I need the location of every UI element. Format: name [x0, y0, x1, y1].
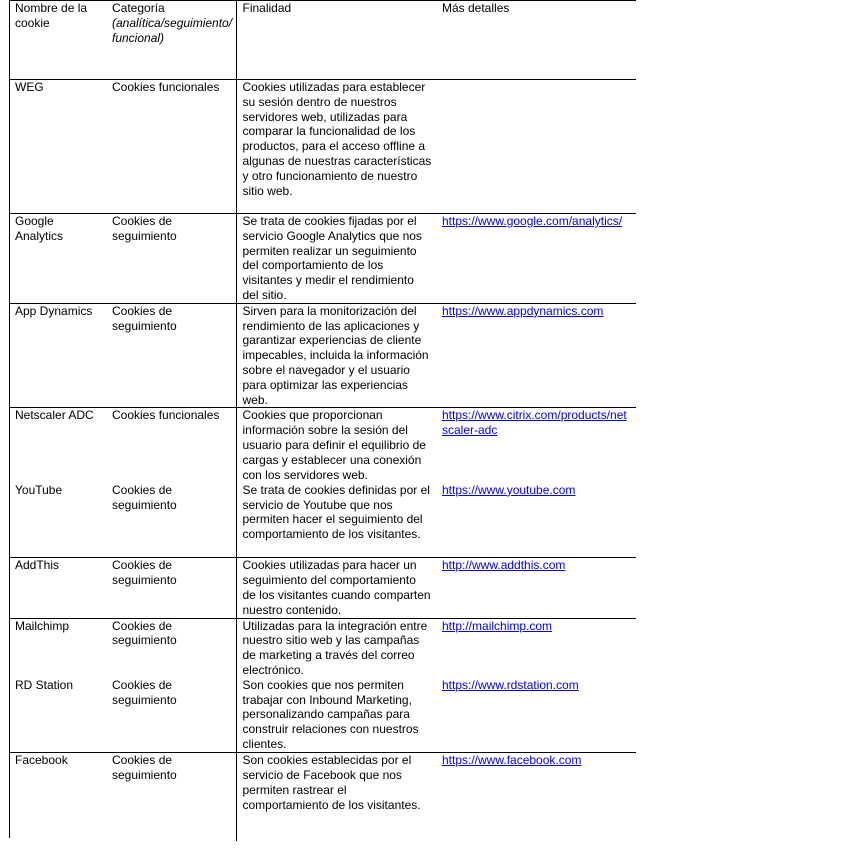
cookie-details [436, 753, 636, 841]
details-link-netscaler[interactable]: https://www.citrix.com/products/netscaler-adc [442, 408, 627, 438]
table-header-row [9, 1, 636, 80]
header-category-subtitle: (analítica/seguimiento/ funcional) [112, 15, 233, 45]
cookie-category: Cookies funcionales [106, 80, 236, 214]
cookie-purpose: Utilizadas para la integración entre nuestro sitio web y las campañas de marketing a través del correo electrónico. [236, 618, 436, 678]
table-row [9, 618, 636, 678]
table-row [9, 303, 636, 408]
cookie-purpose: Se trata de cookies fijadas por el servicio Google Analytics que nos permiten realizar un seguimiento del comportamiento de los visitantes y medir el rendimiento del sitio. [236, 214, 436, 304]
cookie-details [436, 558, 636, 618]
cookie-details [436, 80, 636, 214]
cookie-purpose: Son cookies que nos permiten trabajar con Inbound Marketing, personalizando campañas para construir relaciones con nuestros clientes. [242, 677, 419, 751]
table-row [9, 558, 636, 618]
cookie-category: Cookies funcionales [106, 408, 236, 483]
cookie-purpose: Cookies utilizadas para establecer su sesión dentro de nuestros servidores web, utilizadas para comparar la funcionalidad de los productos, para el acceso offline a algunas de nuestras características y otro funcionamiento de nuestro sitio web. [236, 80, 436, 214]
table-row [9, 483, 636, 558]
table-row [9, 753, 636, 841]
table-row [9, 80, 636, 214]
cookie-category: Cookies de seguimiento [106, 303, 236, 408]
details-link-app-dynamics[interactable]: https://www.appdynamics.com [442, 303, 604, 318]
cookie-details [436, 408, 636, 483]
cookie-name: AddThis [9, 558, 106, 618]
cookie-purpose: Cookies que proporcionan información sobre la sesión del usuario para definir el equilibrio de cargas y establecer una conexión con los servidores web. [236, 408, 436, 483]
cookie-details [436, 618, 636, 678]
cookie-name: WEG [9, 80, 106, 214]
cookie-purpose: Son cookies establecidas por el servicio de Facebook que nos permiten rastrear el comportamiento de los visitantes. [236, 753, 436, 841]
table-row [9, 214, 636, 304]
cookie-name: Mailchimp [9, 618, 106, 678]
cookie-purpose: Sirven para la monitorización del rendimiento de las aplicaciones y garantizar experiencias de cliente impecables, incluida la información sobre el navegador y el usuario para optimizar las experiencias web. [236, 303, 436, 408]
details-link-google-analytics[interactable]: https://www.google.com/analytics/ [442, 214, 623, 228]
cookie-details [436, 214, 636, 304]
cookie-name: YouTube [15, 482, 63, 497]
cookie-category: Cookies de seguimiento [106, 558, 236, 618]
cookie-category: Cookies de seguimiento [106, 678, 236, 753]
table-row [9, 408, 636, 483]
cookie-category: Cookies de seguimiento [106, 214, 236, 304]
cookie-category: Cookies de seguimiento [106, 618, 236, 678]
header-purpose: Finalidad [236, 1, 436, 80]
cookie-details [436, 303, 636, 408]
header-category-title: Categoría [112, 1, 165, 15]
header-category [106, 1, 236, 80]
details-link-youtube[interactable]: https://www.youtube.com [442, 482, 576, 497]
cookie-category: Cookies de seguimiento [106, 753, 236, 841]
cookie-details [436, 483, 636, 558]
cookie-details [436, 678, 636, 753]
cookie-name: Netscaler ADC [9, 408, 106, 483]
cookie-name: RD Station [15, 677, 74, 692]
cookie-purpose: Se trata de cookies definidas por el servicio de Youtube que nos permiten hacer el seguimiento del comportamiento de los visitantes. [242, 482, 430, 542]
table-row [9, 678, 636, 753]
details-link-rdstation[interactable]: https://www.rdstation.com [442, 677, 579, 692]
cookies-table [9, 0, 636, 841]
cookie-category: Cookies de seguimiento [106, 483, 236, 558]
details-link-addthis[interactable]: http://www.addthis.com [442, 558, 566, 573]
header-more-details: Más detalles [436, 1, 636, 80]
cookie-purpose: Cookies utilizadas para hacer un seguimiento del comportamiento de los visitantes cuando comparten nuestro contenido. [236, 558, 436, 618]
cookie-name: Google Analytics [9, 214, 106, 304]
details-link-mailchimp[interactable]: http://mailchimp.com [442, 618, 553, 633]
cookie-name: App Dynamics [9, 303, 106, 408]
cookie-name: Facebook [9, 753, 106, 841]
details-link-facebook[interactable]: https://www.facebook.com [442, 753, 582, 768]
header-cookie-name: Nombre de la cookie [9, 1, 106, 80]
